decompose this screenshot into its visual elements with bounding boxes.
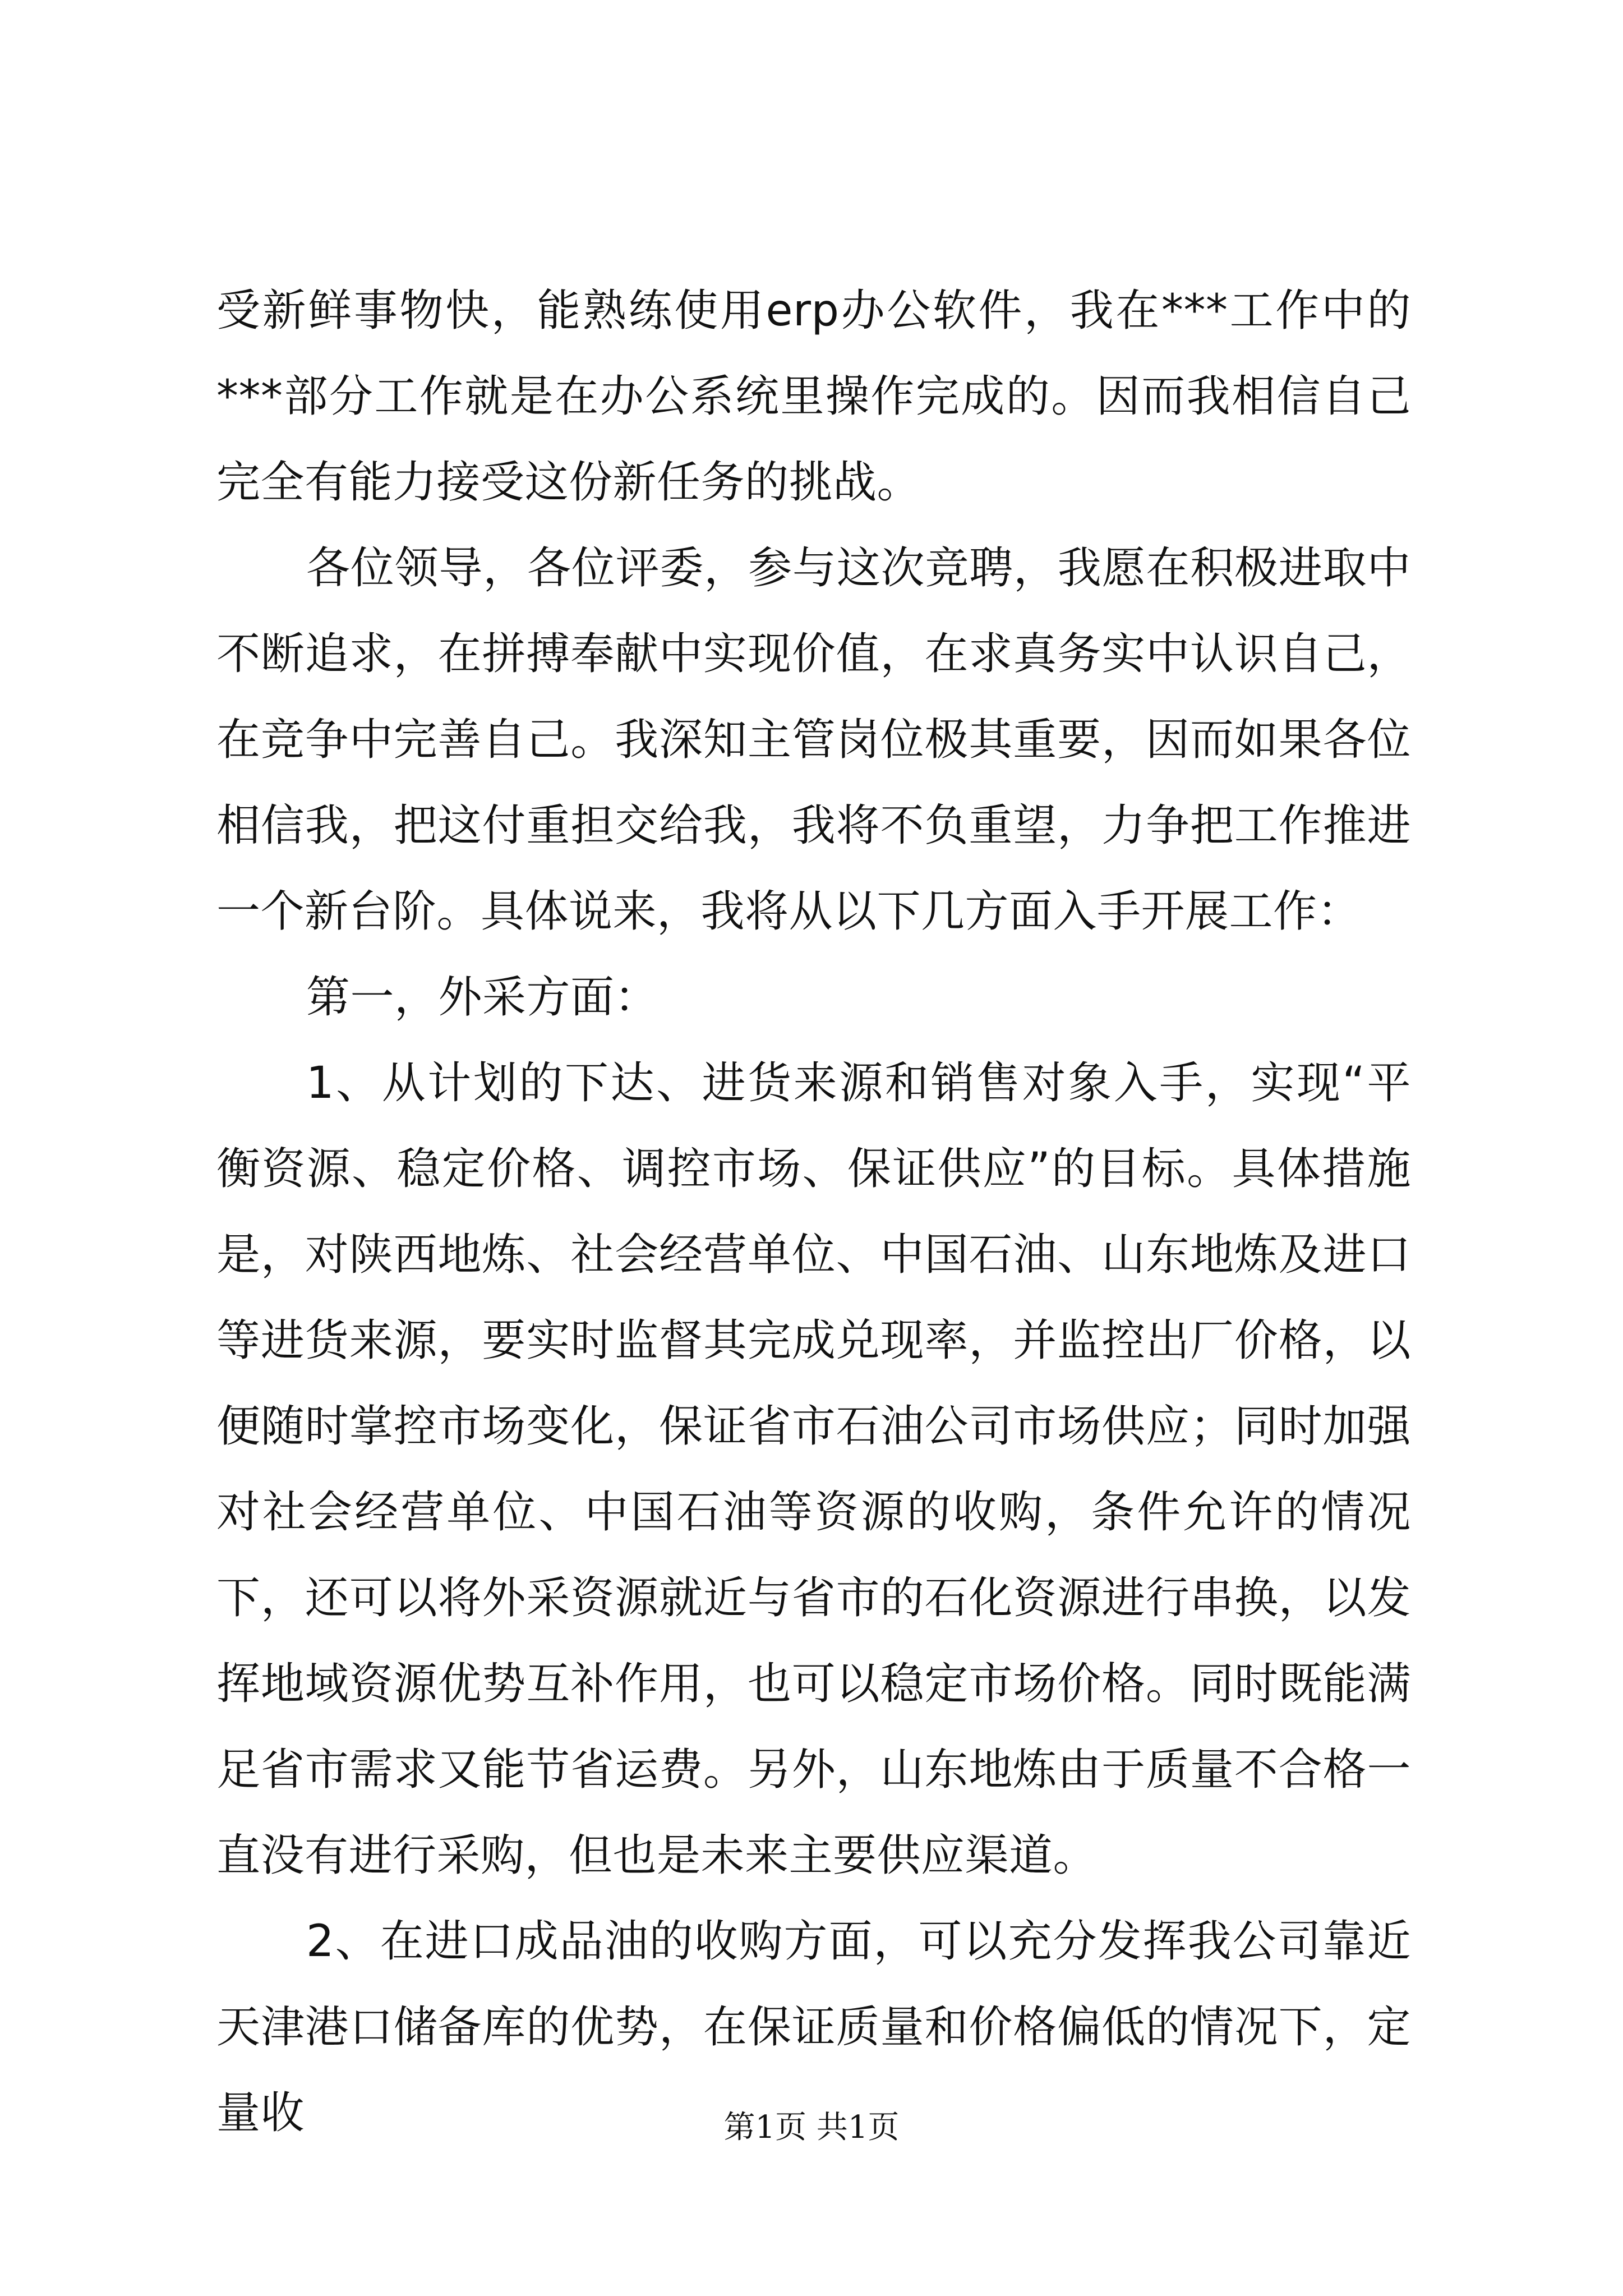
paragraph-3-heading: 第一，外采方面： xyxy=(306,972,659,1023)
paragraph-5: 2、在进口成品油的收购方面，可以充分发挥我公司靠近天津港口储备库的优势，在保证质量和价格偏低的情况下，定量收 xyxy=(216,1916,1411,2138)
paragraph-2: 各位领导，各位评委，参与这次竞聘，我愿在积极进取中不断追求，在拼搏奉献中实现价值，在求真务实中认识自己，在竞争中完善自己。我深知主管岗位极其重要，因而如果各位相信我，把这付重担交给我，我将不负重望，力争把工作推进一个新台阶。具体说来，我将从以下几方面入手开展工作： xyxy=(216,543,1411,937)
paragraph-4: 1、从计划的下达、进货来源和销售对象入手，实现“平衡资源、稳定价格、调控市场、保证供应”的目标。具体措施是，对陕西地炼、社会经营单位、中国石油、山东地炼及进口等进货来源，要实时监督其完成兑现率，并监控出厂价格，以便随时掌控市场变化，保证省市石油公司市场供应；同时加强对社会经营单位、中国石油等资源的收购，条件允许的情况下，还可以将外采资源就近与省市的石化资源进行串换，以发挥地域资源优势互补作用，也可以稳定市场价格。同时既能满足省市需求又能节省运费。另外，山东地炼由于质量不合格一直没有进行采购，但也是未来主要供应渠道。 xyxy=(216,1058,1411,1881)
paragraph-1: 受新鲜事物快，能熟练使用erp办公软件，我在***工作中的***部分工作就是在办公系统里操作完成的。因而我相信自己完全有能力接受这份新任务的挑战。 xyxy=(216,286,1411,508)
document-body xyxy=(216,268,1411,2156)
page-footer: 第1页 共1页 xyxy=(723,2109,900,2146)
